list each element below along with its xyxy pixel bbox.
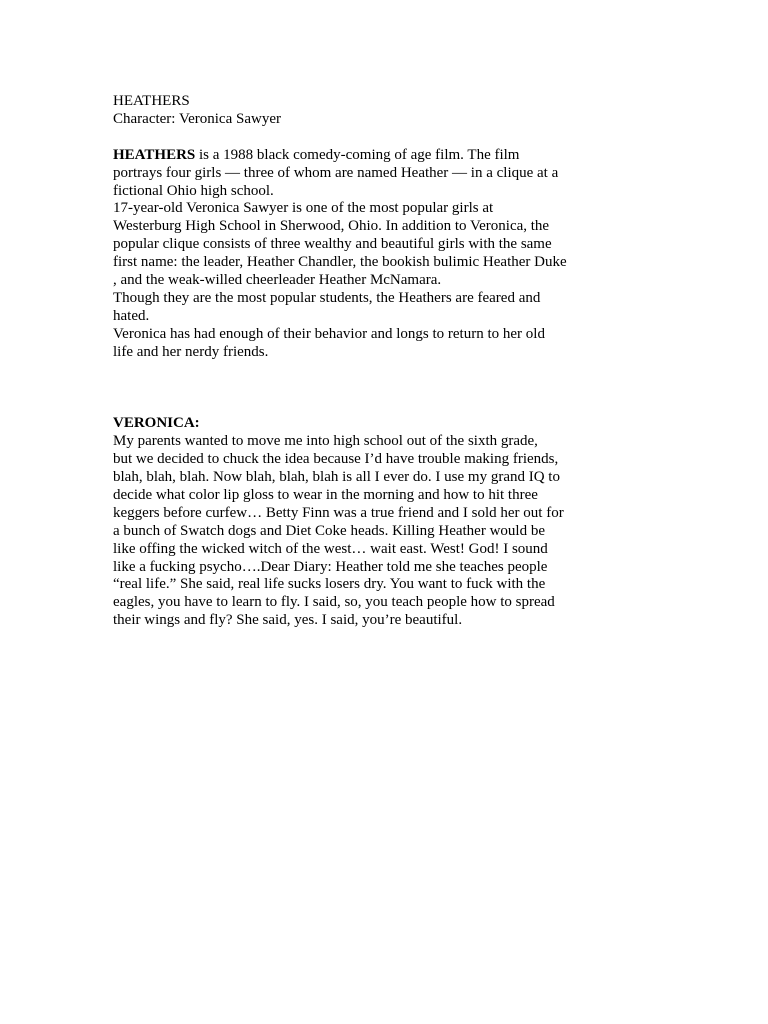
spacer [113, 362, 583, 416]
synopsis-line: life and her nerdy friends. [113, 343, 269, 360]
synopsis-line: Veronica has had enough of their behavior and longs to return to her old [113, 325, 545, 342]
monologue-line: but we decided to chuck the idea because I’d have trouble making friends, [113, 451, 559, 468]
monologue-line: a bunch of Swatch dogs and Diet Coke heads. Killing Heather would be [113, 522, 545, 539]
document-page [113, 93, 583, 630]
synopsis-lead-bold: HEATHERS [113, 146, 196, 163]
character-line: Character: Veronica Sawyer [113, 110, 281, 127]
document-header [113, 93, 583, 129]
monologue-line: eagles, you have to learn to fly. I said, so, you teach people how to spread [113, 594, 555, 611]
synopsis-line: Though they are the most popular students, the Heathers are feared and [113, 289, 541, 306]
monologue-line: blah, blah, blah. Now blah, blah, blah is all I ever do. I use my grand IQ to [113, 468, 560, 485]
synopsis-line: hated. [113, 307, 150, 324]
synopsis-line: Westerburg High School in Sherwood, Ohio. In addition to Veronica, the [113, 218, 550, 235]
monologue-line: like offing the wicked witch of the west… wait east. West! God! I sound [113, 540, 548, 557]
synopsis-line: 17-year-old Veronica Sawyer is one of the most popular girls at [113, 200, 494, 217]
synopsis-line-0 [113, 147, 583, 165]
synopsis-line-0-text: is a 1988 black comedy-coming of age film. The film [195, 146, 520, 163]
synopsis-line: portrays four girls — three of whom are named Heather — in a clique at a [113, 164, 559, 181]
synopsis-line: first name: the leader, Heather Chandler, the bookish bulimic Heather Duke [113, 254, 567, 271]
monologue-line: their wings and fly? She said, yes. I said, you’re beautiful. [113, 612, 463, 629]
synopsis-paragraph [113, 147, 583, 362]
document-title: HEATHERS [113, 93, 190, 109]
synopsis-line: , and the weak-willed cheerleader Heather McNamara. [113, 272, 442, 289]
monologue-line: like a fucking psycho….Dear Diary: Heather told me she teaches people [113, 558, 548, 575]
monologue-line: “real life.” She said, real life sucks losers dry. You want to fuck with the [113, 576, 546, 593]
monologue-line: My parents wanted to move me into high school out of the sixth grade, [113, 433, 538, 450]
monologue-line: decide what color lip gloss to wear in the morning and how to hit three [113, 486, 538, 503]
monologue-section [113, 415, 583, 630]
synopsis-line: popular clique consists of three wealthy and beautiful girls with the same [113, 236, 552, 253]
monologue-line: keggers before curfew… Betty Finn was a true friend and I sold her out for [113, 504, 564, 521]
synopsis-line: fictional Ohio high school. [113, 182, 274, 199]
speaker-heading: VERONICA: [113, 415, 200, 432]
spacer [113, 129, 583, 147]
